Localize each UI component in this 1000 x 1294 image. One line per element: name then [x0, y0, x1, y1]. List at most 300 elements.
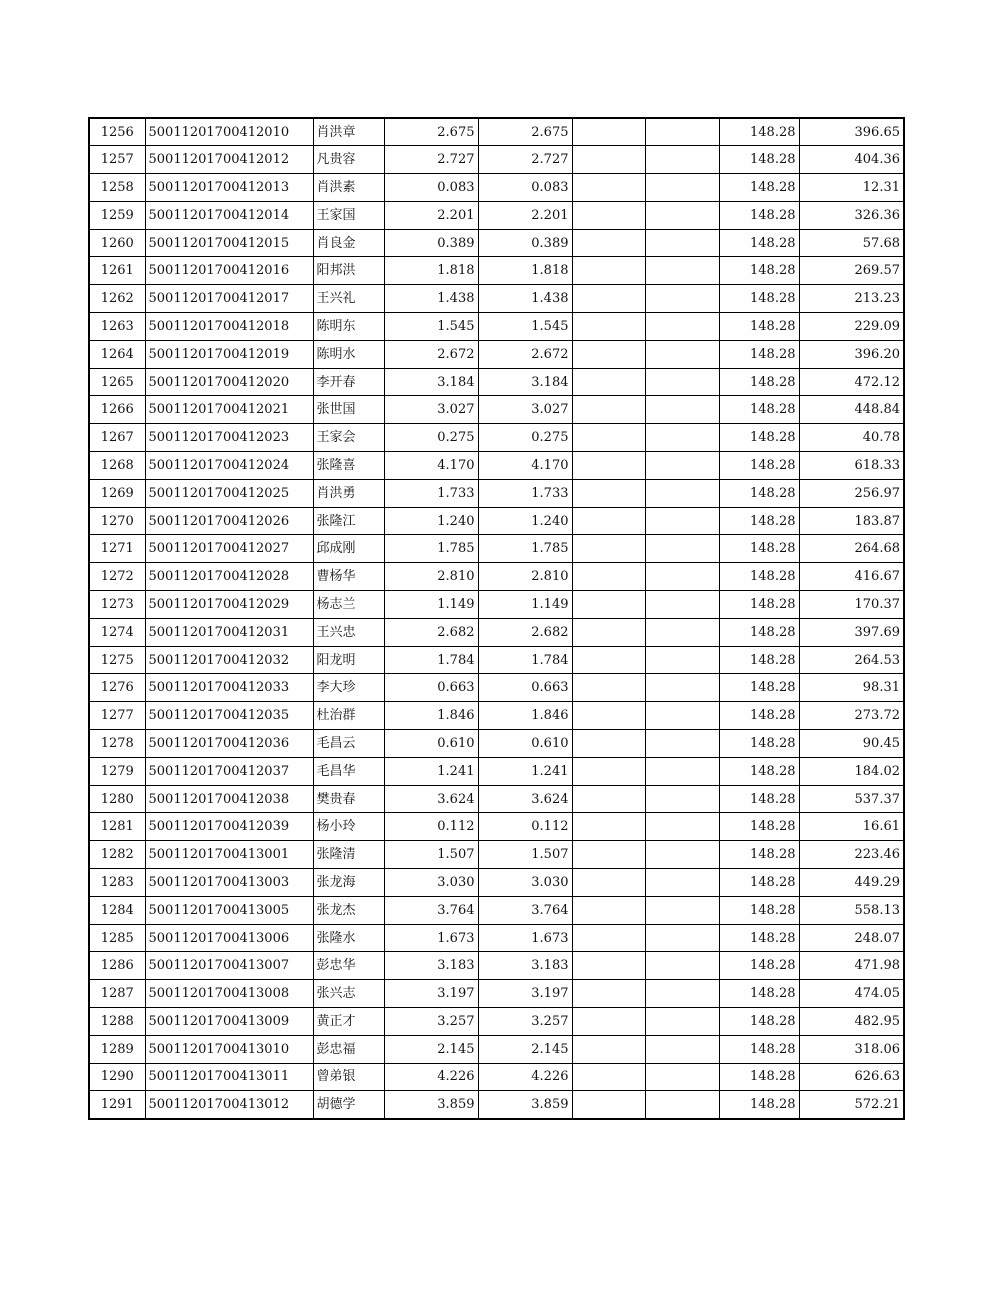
amount-cell: 40.78	[799, 424, 904, 452]
owner-name-cell: 陈明东	[313, 313, 384, 341]
area-cell: 2.675	[384, 118, 478, 146]
empty-cell	[572, 229, 645, 257]
owner-name-cell: 杨小玲	[313, 813, 384, 841]
amount-cell: 90.45	[799, 730, 904, 758]
empty-cell	[645, 618, 719, 646]
unit-price-cell: 148.28	[719, 1063, 799, 1091]
empty-cell	[572, 1035, 645, 1063]
confirmed-area-cell: 1.733	[478, 479, 572, 507]
table-row	[89, 396, 904, 424]
confirmed-area-cell: 0.083	[478, 174, 572, 202]
table-row	[89, 479, 904, 507]
unit-price-cell: 148.28	[719, 396, 799, 424]
empty-cell	[572, 702, 645, 730]
confirmed-area-cell: 3.183	[478, 952, 572, 980]
unit-price-cell: 148.28	[719, 869, 799, 897]
owner-name-cell: 肖良金	[313, 229, 384, 257]
area-cell: 1.241	[384, 757, 478, 785]
table-row	[89, 535, 904, 563]
empty-cell	[645, 980, 719, 1008]
confirmed-area-cell: 1.438	[478, 285, 572, 313]
table-row	[89, 841, 904, 869]
area-cell: 1.240	[384, 507, 478, 535]
area-cell: 1.818	[384, 257, 478, 285]
parcel-code-cell: 50011201700413007	[145, 952, 313, 980]
area-cell: 3.859	[384, 1091, 478, 1119]
amount-cell: 448.84	[799, 396, 904, 424]
table-body	[89, 118, 904, 1119]
owner-name-cell: 彭忠华	[313, 952, 384, 980]
unit-price-cell: 148.28	[719, 257, 799, 285]
owner-name-cell: 樊贵春	[313, 785, 384, 813]
table-row	[89, 1063, 904, 1091]
area-cell: 0.389	[384, 229, 478, 257]
unit-price-cell: 148.28	[719, 340, 799, 368]
amount-cell: 57.68	[799, 229, 904, 257]
confirmed-area-cell: 2.672	[478, 340, 572, 368]
amount-cell: 396.20	[799, 340, 904, 368]
unit-price-cell: 148.28	[719, 646, 799, 674]
unit-price-cell: 148.28	[719, 813, 799, 841]
empty-cell	[572, 896, 645, 924]
owner-name-cell: 王兴忠	[313, 618, 384, 646]
row-index-cell: 1260	[89, 229, 145, 257]
confirmed-area-cell: 3.859	[478, 1091, 572, 1119]
owner-name-cell: 张隆清	[313, 841, 384, 869]
parcel-code-cell: 50011201700412010	[145, 118, 313, 146]
empty-cell	[572, 757, 645, 785]
area-cell: 0.083	[384, 174, 478, 202]
amount-cell: 326.36	[799, 201, 904, 229]
confirmed-area-cell: 2.810	[478, 563, 572, 591]
owner-name-cell: 张隆江	[313, 507, 384, 535]
confirmed-area-cell: 2.145	[478, 1035, 572, 1063]
confirmed-area-cell: 3.184	[478, 368, 572, 396]
table-row	[89, 1035, 904, 1063]
unit-price-cell: 148.28	[719, 730, 799, 758]
table-row	[89, 174, 904, 202]
parcel-code-cell: 50011201700412016	[145, 257, 313, 285]
confirmed-area-cell: 1.784	[478, 646, 572, 674]
empty-cell	[572, 340, 645, 368]
amount-cell: 229.09	[799, 313, 904, 341]
empty-cell	[572, 924, 645, 952]
area-cell: 1.785	[384, 535, 478, 563]
area-cell: 2.672	[384, 340, 478, 368]
empty-cell	[645, 146, 719, 174]
area-cell: 3.183	[384, 952, 478, 980]
owner-name-cell: 肖洪章	[313, 118, 384, 146]
confirmed-area-cell: 3.027	[478, 396, 572, 424]
parcel-code-cell: 50011201700412038	[145, 785, 313, 813]
owner-name-cell: 张世国	[313, 396, 384, 424]
empty-cell	[645, 1063, 719, 1091]
row-index-cell: 1277	[89, 702, 145, 730]
table-row	[89, 952, 904, 980]
row-index-cell: 1273	[89, 591, 145, 619]
empty-cell	[645, 201, 719, 229]
row-index-cell: 1291	[89, 1091, 145, 1119]
unit-price-cell: 148.28	[719, 313, 799, 341]
confirmed-area-cell: 0.112	[478, 813, 572, 841]
amount-cell: 558.13	[799, 896, 904, 924]
empty-cell	[645, 563, 719, 591]
empty-cell	[645, 507, 719, 535]
amount-cell: 12.31	[799, 174, 904, 202]
empty-cell	[645, 1091, 719, 1119]
row-index-cell: 1280	[89, 785, 145, 813]
row-index-cell: 1278	[89, 730, 145, 758]
empty-cell	[572, 980, 645, 1008]
parcel-code-cell: 50011201700412024	[145, 452, 313, 480]
parcel-code-cell: 50011201700412033	[145, 674, 313, 702]
unit-price-cell: 148.28	[719, 229, 799, 257]
unit-price-cell: 148.28	[719, 118, 799, 146]
parcel-code-cell: 50011201700412025	[145, 479, 313, 507]
empty-cell	[645, 730, 719, 758]
confirmed-area-cell: 1.240	[478, 507, 572, 535]
unit-price-cell: 148.28	[719, 285, 799, 313]
row-index-cell: 1281	[89, 813, 145, 841]
parcel-code-cell: 50011201700412015	[145, 229, 313, 257]
amount-cell: 618.33	[799, 452, 904, 480]
row-index-cell: 1265	[89, 368, 145, 396]
table-row	[89, 924, 904, 952]
area-cell: 3.030	[384, 869, 478, 897]
table-row	[89, 118, 904, 146]
owner-name-cell: 王家会	[313, 424, 384, 452]
amount-cell: 256.97	[799, 479, 904, 507]
amount-cell: 248.07	[799, 924, 904, 952]
parcel-code-cell: 50011201700413005	[145, 896, 313, 924]
empty-cell	[572, 174, 645, 202]
empty-cell	[645, 869, 719, 897]
empty-cell	[645, 479, 719, 507]
parcel-code-cell: 50011201700413009	[145, 1008, 313, 1036]
table-row	[89, 730, 904, 758]
unit-price-cell: 148.28	[719, 174, 799, 202]
row-index-cell: 1289	[89, 1035, 145, 1063]
unit-price-cell: 148.28	[719, 980, 799, 1008]
empty-cell	[572, 424, 645, 452]
unit-price-cell: 148.28	[719, 702, 799, 730]
area-cell: 1.784	[384, 646, 478, 674]
unit-price-cell: 148.28	[719, 841, 799, 869]
amount-cell: 318.06	[799, 1035, 904, 1063]
parcel-code-cell: 50011201700413006	[145, 924, 313, 952]
confirmed-area-cell: 2.201	[478, 201, 572, 229]
empty-cell	[645, 841, 719, 869]
confirmed-area-cell: 3.257	[478, 1008, 572, 1036]
empty-cell	[645, 896, 719, 924]
empty-cell	[645, 285, 719, 313]
empty-cell	[572, 285, 645, 313]
confirmed-area-cell: 0.275	[478, 424, 572, 452]
confirmed-area-cell: 2.682	[478, 618, 572, 646]
area-cell: 1.507	[384, 841, 478, 869]
empty-cell	[645, 1008, 719, 1036]
owner-name-cell: 李大珍	[313, 674, 384, 702]
confirmed-area-cell: 2.675	[478, 118, 572, 146]
empty-cell	[645, 646, 719, 674]
parcel-code-cell: 50011201700413003	[145, 869, 313, 897]
empty-cell	[572, 1063, 645, 1091]
parcel-code-cell: 50011201700412039	[145, 813, 313, 841]
row-index-cell: 1279	[89, 757, 145, 785]
unit-price-cell: 148.28	[719, 1091, 799, 1119]
empty-cell	[645, 952, 719, 980]
data-table	[88, 117, 905, 1120]
owner-name-cell: 凡贵容	[313, 146, 384, 174]
table-row	[89, 591, 904, 619]
owner-name-cell: 黄正才	[313, 1008, 384, 1036]
owner-name-cell: 张隆喜	[313, 452, 384, 480]
owner-name-cell: 李开春	[313, 368, 384, 396]
table-row	[89, 452, 904, 480]
parcel-code-cell: 50011201700412017	[145, 285, 313, 313]
amount-cell: 572.21	[799, 1091, 904, 1119]
unit-price-cell: 148.28	[719, 368, 799, 396]
owner-name-cell: 张隆水	[313, 924, 384, 952]
amount-cell: 184.02	[799, 757, 904, 785]
row-index-cell: 1262	[89, 285, 145, 313]
amount-cell: 626.63	[799, 1063, 904, 1091]
area-cell: 3.027	[384, 396, 478, 424]
table-row	[89, 1091, 904, 1119]
unit-price-cell: 148.28	[719, 563, 799, 591]
empty-cell	[645, 257, 719, 285]
confirmed-area-cell: 1.785	[478, 535, 572, 563]
area-cell: 0.112	[384, 813, 478, 841]
area-cell: 2.810	[384, 563, 478, 591]
empty-cell	[645, 757, 719, 785]
parcel-code-cell: 50011201700412020	[145, 368, 313, 396]
row-index-cell: 1285	[89, 924, 145, 952]
area-cell: 4.226	[384, 1063, 478, 1091]
confirmed-area-cell: 4.170	[478, 452, 572, 480]
table-row	[89, 340, 904, 368]
row-index-cell: 1264	[89, 340, 145, 368]
empty-cell	[645, 535, 719, 563]
amount-cell: 170.37	[799, 591, 904, 619]
owner-name-cell: 阳龙明	[313, 646, 384, 674]
empty-cell	[572, 813, 645, 841]
empty-cell	[645, 174, 719, 202]
empty-cell	[645, 702, 719, 730]
table-row	[89, 313, 904, 341]
confirmed-area-cell: 1.673	[478, 924, 572, 952]
parcel-code-cell: 50011201700413011	[145, 1063, 313, 1091]
area-cell: 1.846	[384, 702, 478, 730]
table-row	[89, 563, 904, 591]
area-cell: 2.727	[384, 146, 478, 174]
unit-price-cell: 148.28	[719, 535, 799, 563]
amount-cell: 474.05	[799, 980, 904, 1008]
empty-cell	[572, 535, 645, 563]
table-row	[89, 869, 904, 897]
parcel-code-cell: 50011201700412018	[145, 313, 313, 341]
area-cell: 0.275	[384, 424, 478, 452]
area-cell: 3.257	[384, 1008, 478, 1036]
parcel-code-cell: 50011201700412021	[145, 396, 313, 424]
amount-cell: 269.57	[799, 257, 904, 285]
area-cell: 2.201	[384, 201, 478, 229]
table-row	[89, 1008, 904, 1036]
area-cell: 3.197	[384, 980, 478, 1008]
confirmed-area-cell: 1.545	[478, 313, 572, 341]
parcel-code-cell: 50011201700412013	[145, 174, 313, 202]
amount-cell: 397.69	[799, 618, 904, 646]
owner-name-cell: 张龙海	[313, 869, 384, 897]
table-row	[89, 674, 904, 702]
unit-price-cell: 148.28	[719, 201, 799, 229]
amount-cell: 472.12	[799, 368, 904, 396]
row-index-cell: 1275	[89, 646, 145, 674]
amount-cell: 183.87	[799, 507, 904, 535]
area-cell: 1.733	[384, 479, 478, 507]
confirmed-area-cell: 0.610	[478, 730, 572, 758]
parcel-code-cell: 50011201700412035	[145, 702, 313, 730]
row-index-cell: 1258	[89, 174, 145, 202]
table-row	[89, 146, 904, 174]
area-cell: 0.663	[384, 674, 478, 702]
unit-price-cell: 148.28	[719, 1035, 799, 1063]
empty-cell	[645, 924, 719, 952]
table-row	[89, 507, 904, 535]
row-index-cell: 1290	[89, 1063, 145, 1091]
empty-cell	[572, 452, 645, 480]
empty-cell	[572, 507, 645, 535]
row-index-cell: 1263	[89, 313, 145, 341]
row-index-cell: 1257	[89, 146, 145, 174]
owner-name-cell: 王家国	[313, 201, 384, 229]
empty-cell	[572, 368, 645, 396]
empty-cell	[572, 118, 645, 146]
area-cell: 3.624	[384, 785, 478, 813]
unit-price-cell: 148.28	[719, 674, 799, 702]
table-row	[89, 285, 904, 313]
row-index-cell: 1271	[89, 535, 145, 563]
owner-name-cell: 王兴礼	[313, 285, 384, 313]
unit-price-cell: 148.28	[719, 1008, 799, 1036]
parcel-code-cell: 50011201700412014	[145, 201, 313, 229]
row-index-cell: 1267	[89, 424, 145, 452]
parcel-code-cell: 50011201700413012	[145, 1091, 313, 1119]
empty-cell	[572, 841, 645, 869]
empty-cell	[572, 146, 645, 174]
confirmed-area-cell: 3.764	[478, 896, 572, 924]
unit-price-cell: 148.28	[719, 757, 799, 785]
parcel-code-cell: 50011201700412037	[145, 757, 313, 785]
table-row	[89, 785, 904, 813]
owner-name-cell: 杨志兰	[313, 591, 384, 619]
owner-name-cell: 曾弟银	[313, 1063, 384, 1091]
owner-name-cell: 毛昌云	[313, 730, 384, 758]
empty-cell	[572, 646, 645, 674]
confirmed-area-cell: 0.389	[478, 229, 572, 257]
owner-name-cell: 肖洪素	[313, 174, 384, 202]
amount-cell: 449.29	[799, 869, 904, 897]
area-cell: 1.545	[384, 313, 478, 341]
table-row	[89, 201, 904, 229]
amount-cell: 396.65	[799, 118, 904, 146]
row-index-cell: 1276	[89, 674, 145, 702]
owner-name-cell: 曹杨华	[313, 563, 384, 591]
empty-cell	[572, 674, 645, 702]
area-cell: 4.170	[384, 452, 478, 480]
row-index-cell: 1286	[89, 952, 145, 980]
area-cell: 2.145	[384, 1035, 478, 1063]
unit-price-cell: 148.28	[719, 924, 799, 952]
owner-name-cell: 张龙杰	[313, 896, 384, 924]
row-index-cell: 1272	[89, 563, 145, 591]
amount-cell: 264.53	[799, 646, 904, 674]
row-index-cell: 1256	[89, 118, 145, 146]
amount-cell: 98.31	[799, 674, 904, 702]
table-row	[89, 424, 904, 452]
table-row	[89, 229, 904, 257]
row-index-cell: 1282	[89, 841, 145, 869]
amount-cell: 273.72	[799, 702, 904, 730]
empty-cell	[645, 452, 719, 480]
row-index-cell: 1270	[89, 507, 145, 535]
empty-cell	[572, 730, 645, 758]
parcel-code-cell: 50011201700412032	[145, 646, 313, 674]
empty-cell	[572, 1091, 645, 1119]
amount-cell: 482.95	[799, 1008, 904, 1036]
confirmed-area-cell: 1.241	[478, 757, 572, 785]
empty-cell	[645, 785, 719, 813]
row-index-cell: 1259	[89, 201, 145, 229]
empty-cell	[572, 591, 645, 619]
row-index-cell: 1284	[89, 896, 145, 924]
owner-name-cell: 邱成刚	[313, 535, 384, 563]
row-index-cell: 1261	[89, 257, 145, 285]
empty-cell	[572, 479, 645, 507]
confirmed-area-cell: 1.507	[478, 841, 572, 869]
row-index-cell: 1274	[89, 618, 145, 646]
row-index-cell: 1269	[89, 479, 145, 507]
parcel-code-cell: 50011201700412026	[145, 507, 313, 535]
unit-price-cell: 148.28	[719, 785, 799, 813]
empty-cell	[645, 340, 719, 368]
owner-name-cell: 阳邦洪	[313, 257, 384, 285]
area-cell: 3.764	[384, 896, 478, 924]
empty-cell	[572, 201, 645, 229]
amount-cell: 223.46	[799, 841, 904, 869]
empty-cell	[645, 1035, 719, 1063]
empty-cell	[645, 674, 719, 702]
empty-cell	[572, 563, 645, 591]
table-row	[89, 702, 904, 730]
empty-cell	[645, 118, 719, 146]
empty-cell	[645, 591, 719, 619]
parcel-code-cell: 50011201700412012	[145, 146, 313, 174]
unit-price-cell: 148.28	[719, 591, 799, 619]
confirmed-area-cell: 1.149	[478, 591, 572, 619]
amount-cell: 16.61	[799, 813, 904, 841]
row-index-cell: 1288	[89, 1008, 145, 1036]
confirmed-area-cell: 3.030	[478, 869, 572, 897]
parcel-code-cell: 50011201700413010	[145, 1035, 313, 1063]
parcel-code-cell: 50011201700412019	[145, 340, 313, 368]
unit-price-cell: 148.28	[719, 479, 799, 507]
unit-price-cell: 148.28	[719, 424, 799, 452]
parcel-code-cell: 50011201700413001	[145, 841, 313, 869]
area-cell: 3.184	[384, 368, 478, 396]
row-index-cell: 1268	[89, 452, 145, 480]
owner-name-cell: 杜治群	[313, 702, 384, 730]
